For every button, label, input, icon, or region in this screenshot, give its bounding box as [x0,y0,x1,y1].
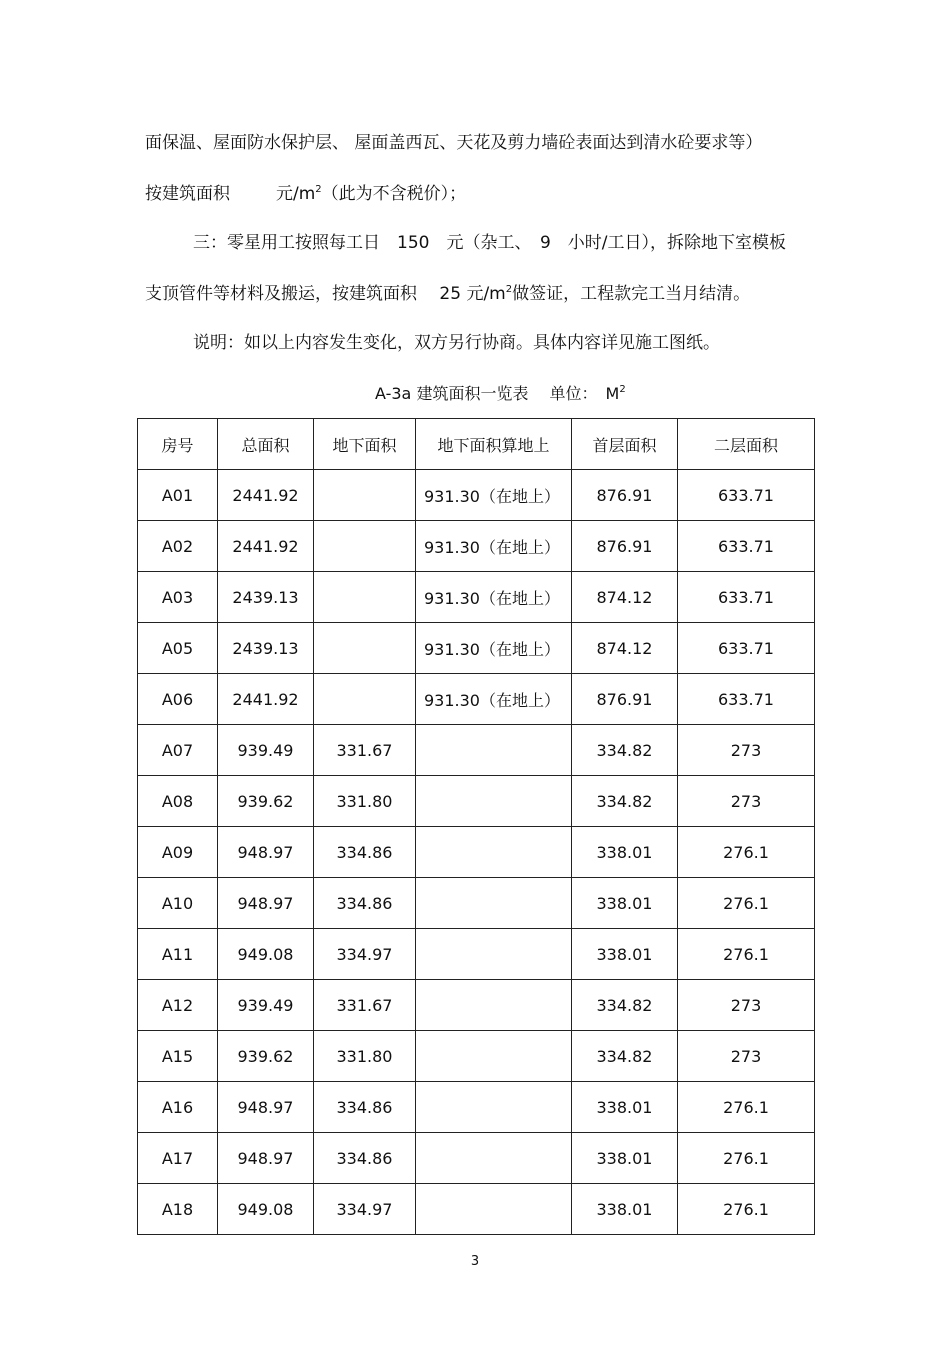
table-cell: 949.08 [218,1184,314,1235]
table-cell: 338.01 [572,929,678,980]
table-cell: 2439.13 [218,572,314,623]
table-cell [314,623,416,674]
table-cell: 874.12 [572,623,678,674]
table-cell: 338.01 [572,878,678,929]
text-span: （此为不含税价）； [321,184,467,204]
table-cell: 276.1 [678,827,815,878]
table-caption [375,384,626,404]
text-span: 按建筑面积 [145,184,230,204]
text-span: 元/m [276,184,316,204]
text-span: 做签证，工程款完工当月结清。 [512,284,751,304]
table-cell: A12 [138,980,218,1031]
table-cell: A01 [138,470,218,521]
table-cell [416,1031,572,1082]
table-cell: 939.49 [218,980,314,1031]
table-cell: 276.1 [678,1082,815,1133]
table-row [138,980,815,1031]
table-cell: 876.91 [572,470,678,521]
table-cell: 876.91 [572,521,678,572]
caption-text: A-3a 建筑面积一览表 单位： M [375,384,620,403]
table-row [138,776,815,827]
paragraph-line: 三：零星用工按照每工日 150 元（杂工、 9 小时/工日），拆除地下室模板 [193,233,786,253]
table-row [138,878,815,929]
table-cell [314,572,416,623]
table-row [138,623,815,674]
table-row [138,1184,815,1235]
area-table [137,418,815,1235]
table-row [138,725,815,776]
paragraph-line: 面保温、屋面防水保护层、 屋面盖西瓦、天花及剪力墙砼表面达到清水砼要求等） [145,133,763,153]
table-cell: A17 [138,1133,218,1184]
table-cell: 338.01 [572,827,678,878]
table-cell: 273 [678,980,815,1031]
table-cell: 273 [678,725,815,776]
header-cell: 房号 [138,419,218,470]
header-cell: 地下面积 [314,419,416,470]
table-cell: A07 [138,725,218,776]
table-cell [314,521,416,572]
table-cell [416,776,572,827]
table-row [138,1133,815,1184]
table-cell: A10 [138,878,218,929]
table-cell: 2441.92 [218,521,314,572]
header-cell: 地下面积算地上 [416,419,572,470]
table-cell: 948.97 [218,1133,314,1184]
table-cell: 2439.13 [218,623,314,674]
table-cell: 334.86 [314,827,416,878]
table-cell: 931.30（在地上） [416,572,572,623]
table-cell: 338.01 [572,1082,678,1133]
table-cell: 948.97 [218,878,314,929]
table-cell: 633.71 [678,674,815,725]
table-cell: 334.86 [314,878,416,929]
table-cell: A03 [138,572,218,623]
table-cell: 331.67 [314,980,416,1031]
table-cell: 334.82 [572,1031,678,1082]
table-row [138,1082,815,1133]
table-row [138,470,815,521]
table-cell: 931.30（在地上） [416,623,572,674]
table-cell: 633.71 [678,572,815,623]
superscript: 2 [505,284,513,295]
table-cell [416,980,572,1031]
paragraph-line: 说明：如以上内容发生变化，双方另行协商。具体内容详见施工图纸。 [193,333,720,353]
table-cell: 276.1 [678,929,815,980]
table-cell: 334.82 [572,725,678,776]
table-cell [416,827,572,878]
table-cell: 273 [678,776,815,827]
table-row [138,929,815,980]
table-cell: 338.01 [572,1184,678,1235]
table-cell: 334.86 [314,1133,416,1184]
table-row [138,572,815,623]
table-cell: A18 [138,1184,218,1235]
table-cell [416,1184,572,1235]
table-cell: A11 [138,929,218,980]
table-cell: 331.67 [314,725,416,776]
table-cell: 2441.92 [218,470,314,521]
table-cell: 2441.92 [218,674,314,725]
table-cell: 948.97 [218,1082,314,1133]
table-cell: 633.71 [678,470,815,521]
superscript: 2 [315,184,322,195]
paragraph-line [145,184,466,204]
table-cell [416,878,572,929]
table-cell: 331.80 [314,776,416,827]
header-cell: 首层面积 [572,419,678,470]
table-row [138,674,815,725]
table-cell: A06 [138,674,218,725]
table-cell: 874.12 [572,572,678,623]
table-header-row [138,419,815,470]
table-cell: A08 [138,776,218,827]
table-row [138,827,815,878]
table-cell: 633.71 [678,521,815,572]
table-cell: 939.62 [218,776,314,827]
table-cell: 939.49 [218,725,314,776]
table-cell: 338.01 [572,1133,678,1184]
table-cell [314,674,416,725]
table-cell: 949.08 [218,929,314,980]
table-cell: 334.82 [572,980,678,1031]
table-cell: 876.91 [572,674,678,725]
table-cell: A16 [138,1082,218,1133]
table-cell: 273 [678,1031,815,1082]
table-cell: 331.80 [314,1031,416,1082]
table-cell [416,1082,572,1133]
table-cell [416,929,572,980]
superscript: 2 [619,384,626,395]
table-cell: 276.1 [678,1184,815,1235]
text-span: 支顶管件等材料及搬运，按建筑面积 25 元/m [145,284,506,304]
table-cell: 939.62 [218,1031,314,1082]
header-cell: 总面积 [218,419,314,470]
table-row [138,1031,815,1082]
table-cell: A05 [138,623,218,674]
table-cell: 334.97 [314,929,416,980]
table-cell: A02 [138,521,218,572]
table-cell: 633.71 [678,623,815,674]
table-cell: 276.1 [678,878,815,929]
table-cell: 931.30（在地上） [416,674,572,725]
page-number: 3 [470,1254,480,1269]
table-cell [416,725,572,776]
table-cell: 334.97 [314,1184,416,1235]
table-cell: 931.30（在地上） [416,470,572,521]
table-cell: 276.1 [678,1133,815,1184]
table-cell: A15 [138,1031,218,1082]
table-cell: 931.30（在地上） [416,521,572,572]
table-cell [416,1133,572,1184]
table-cell: A09 [138,827,218,878]
table-cell: 334.86 [314,1082,416,1133]
table-cell: 334.82 [572,776,678,827]
paragraph-line [145,284,750,304]
table-row [138,521,815,572]
header-cell: 二层面积 [678,419,815,470]
table-cell [314,470,416,521]
table-cell: 948.97 [218,827,314,878]
